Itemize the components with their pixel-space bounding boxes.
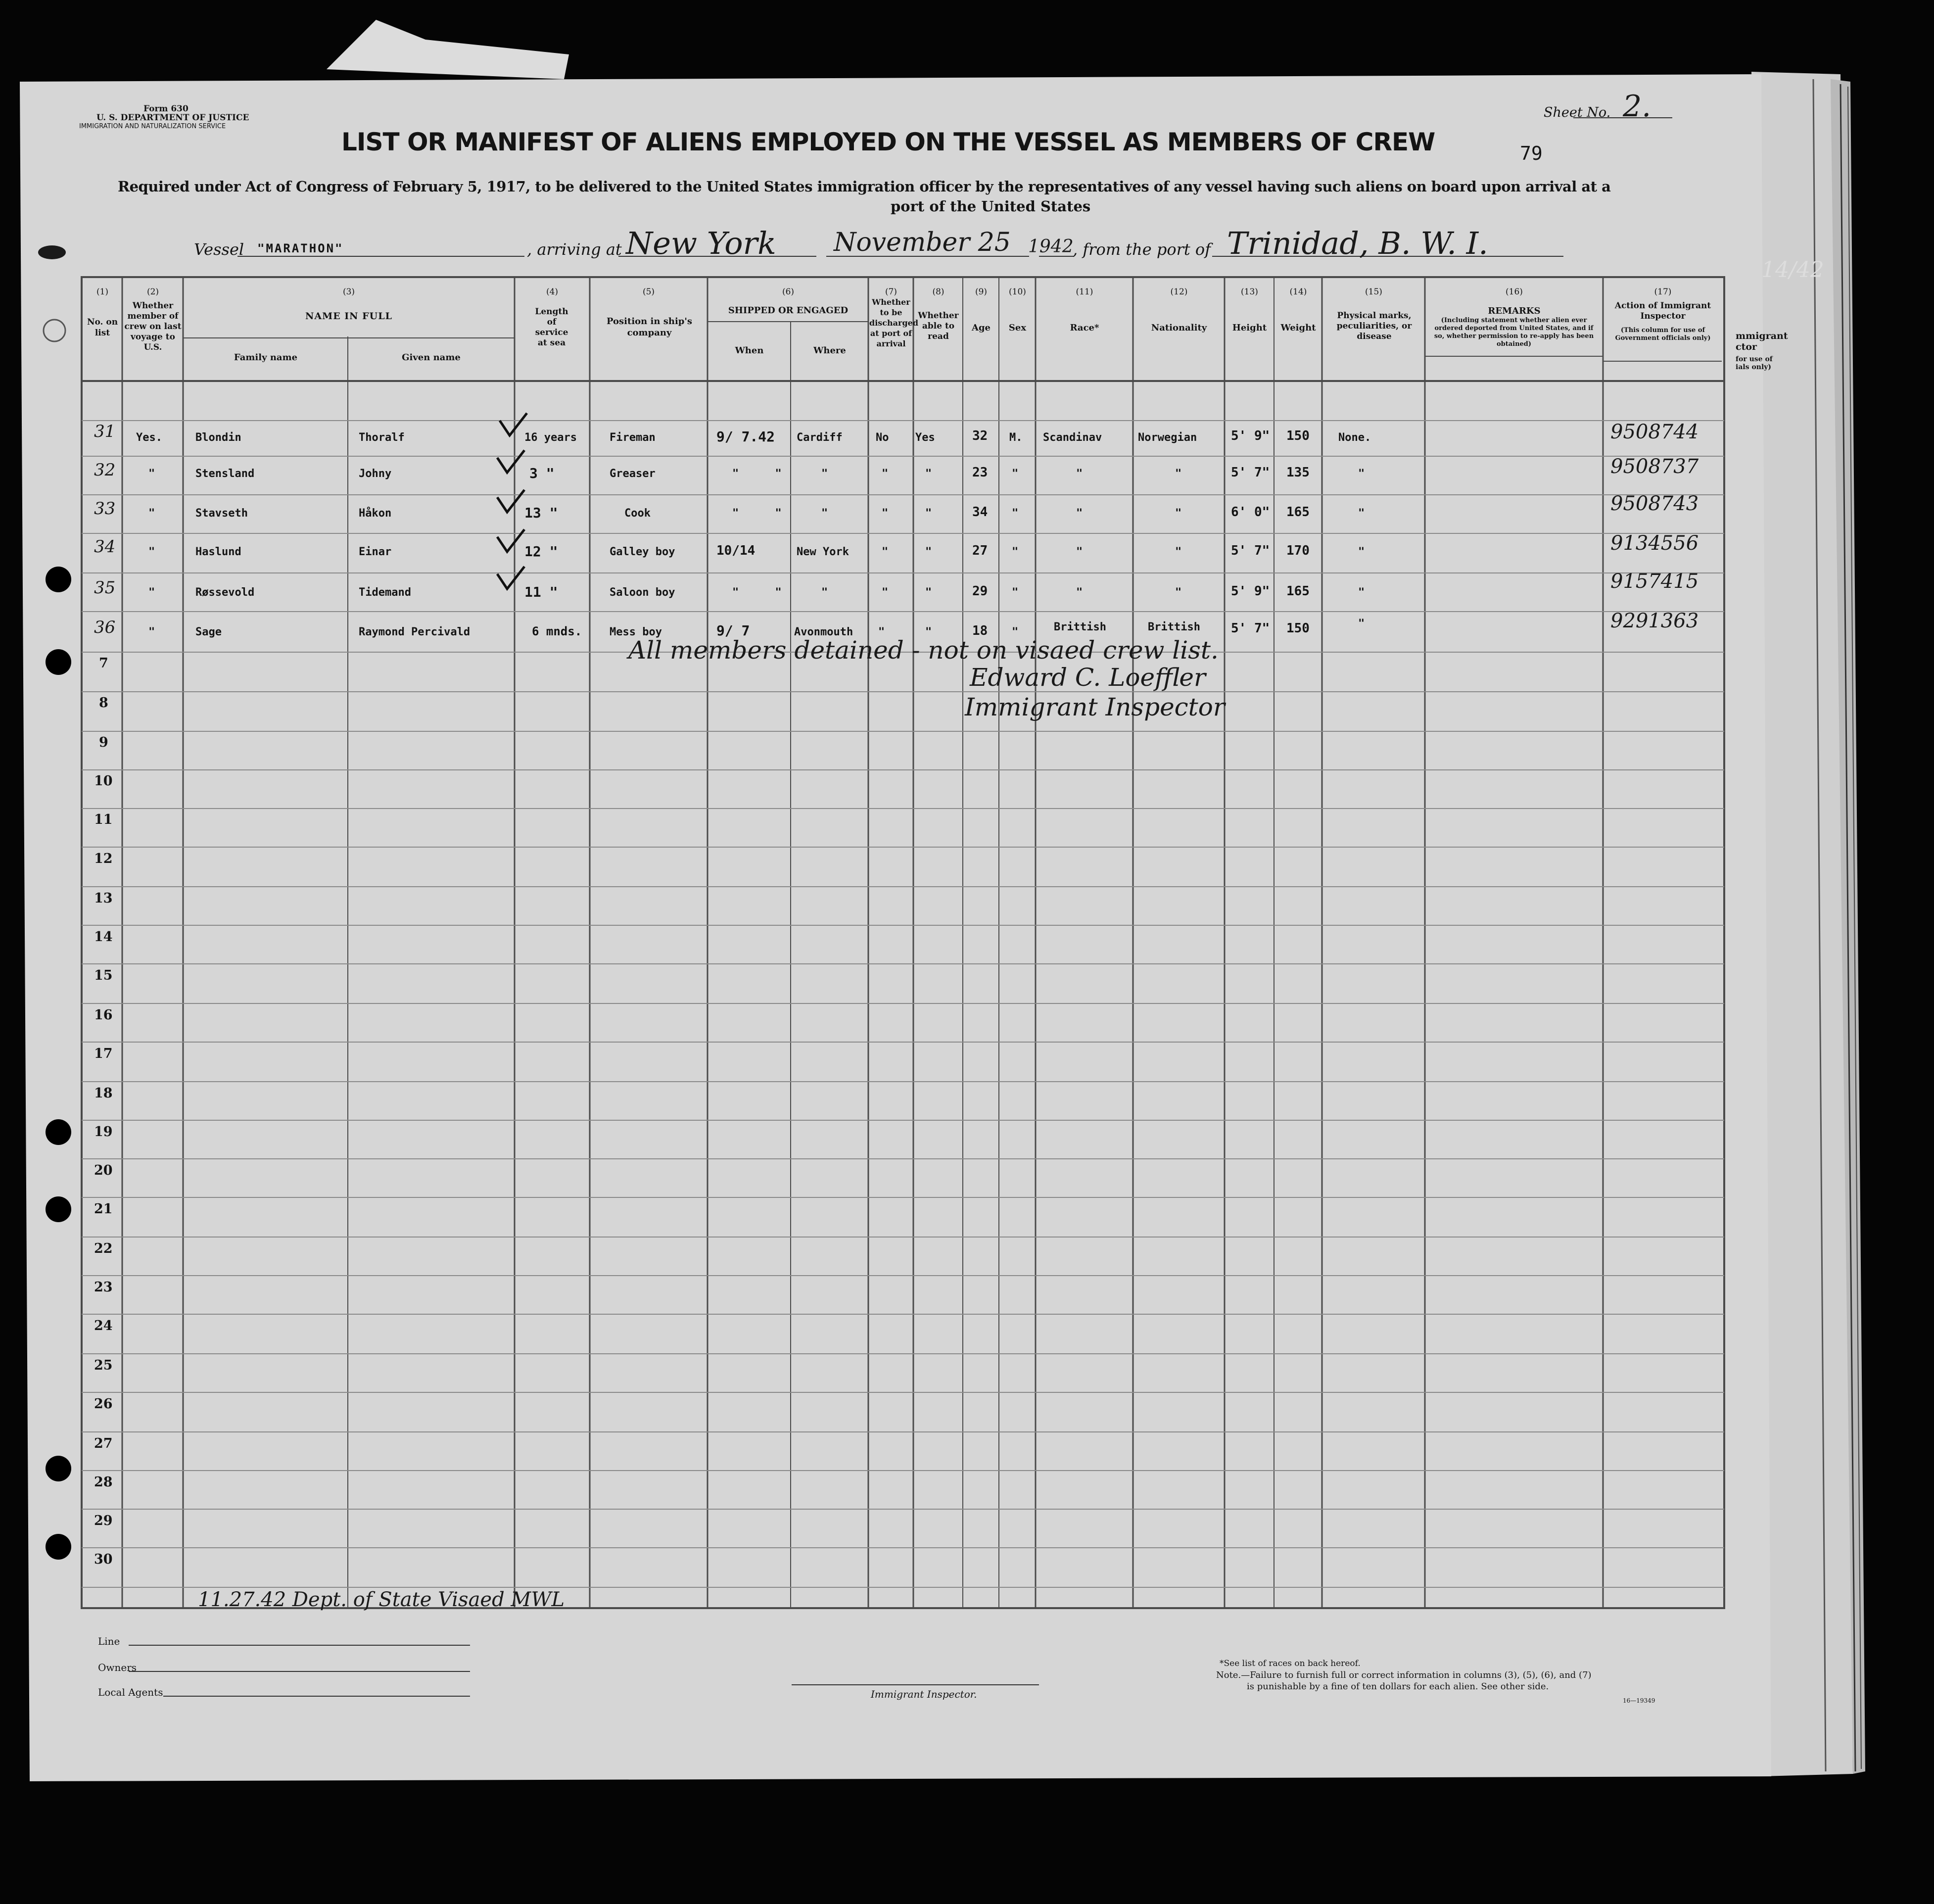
position: Cook bbox=[624, 507, 651, 520]
col-10-label: Sex bbox=[1008, 323, 1027, 333]
row-number: 8 bbox=[99, 695, 108, 711]
row-number: 25 bbox=[94, 1358, 113, 1373]
col-12-label: Nationality bbox=[1151, 323, 1207, 333]
family-name: Blondin bbox=[195, 431, 241, 444]
inspector-action: 9508737 bbox=[1610, 455, 1699, 478]
shipped-when: 10/14 bbox=[716, 543, 755, 558]
given-name: Raymond Percivald bbox=[359, 626, 471, 638]
col-11-num: (11) bbox=[1076, 287, 1093, 297]
race: " bbox=[1076, 468, 1083, 480]
col-5-label: Position in ship's company bbox=[606, 316, 693, 338]
race-note: *See list of races on back hereof. bbox=[1220, 1659, 1361, 1668]
row-number: 30 bbox=[94, 1552, 113, 1567]
age: 34 bbox=[972, 505, 988, 520]
length-of-service: 12 " bbox=[524, 543, 558, 560]
race: Scandinav bbox=[1043, 431, 1102, 444]
row-number: 32 bbox=[94, 460, 116, 480]
col-4-num: (4) bbox=[546, 287, 559, 297]
family-name: Stensland bbox=[195, 468, 255, 480]
print-code: 16—19349 bbox=[1623, 1697, 1655, 1704]
weight: 170 bbox=[1286, 543, 1310, 558]
crew-last-voyage: " bbox=[148, 586, 155, 599]
col-9-num: (9) bbox=[975, 287, 988, 297]
service-name: IMMIGRATION AND NATURALIZATION SERVICE bbox=[79, 123, 226, 130]
weight: 165 bbox=[1286, 584, 1310, 599]
inspector-action: 9508744 bbox=[1610, 421, 1699, 443]
given-name: Håkon bbox=[359, 507, 392, 520]
row-number: 13 bbox=[94, 891, 113, 906]
sheet-number: 2. bbox=[1623, 89, 1651, 124]
row-number: 33 bbox=[94, 499, 116, 519]
age: 29 bbox=[972, 584, 988, 599]
vessel-name: "MARATHON" bbox=[257, 241, 344, 255]
sex: " bbox=[1012, 546, 1019, 558]
col-7-label: Whether to be discharged at port of arrival bbox=[869, 297, 918, 348]
nationality: Brittish bbox=[1148, 621, 1200, 633]
position: Galley boy bbox=[610, 546, 675, 558]
nationality: " bbox=[1175, 507, 1182, 520]
nationality: " bbox=[1175, 468, 1182, 480]
physical-marks: " bbox=[1358, 468, 1365, 480]
shipped-where: Avonmouth bbox=[794, 626, 853, 638]
crew-last-voyage: " bbox=[148, 468, 155, 480]
col-6-num: (6) bbox=[782, 287, 795, 297]
col-3-family: Family name bbox=[234, 352, 298, 363]
given-name: Thoralf bbox=[359, 431, 405, 444]
arrival-date: November 25 bbox=[834, 228, 1011, 257]
col-11-label: Race* bbox=[1070, 323, 1099, 333]
col-5-num: (5) bbox=[642, 287, 655, 297]
row-number: 21 bbox=[94, 1201, 113, 1217]
col-1-num: (1) bbox=[96, 287, 109, 297]
inspector-action: 9508743 bbox=[1610, 492, 1699, 515]
given-name: Einar bbox=[359, 546, 392, 558]
length-of-service: 11 " bbox=[524, 584, 558, 600]
able-to-read: " bbox=[925, 468, 932, 480]
col-16-num: (16) bbox=[1506, 287, 1523, 297]
physical-marks: " bbox=[1358, 586, 1365, 599]
punch-hole bbox=[46, 1196, 71, 1222]
row-number: 19 bbox=[94, 1124, 113, 1140]
col-14-label: Weight bbox=[1280, 323, 1316, 333]
col-9-label: Age bbox=[971, 323, 991, 333]
detained-note: All members detained - not on visaed crew list. bbox=[628, 636, 1219, 665]
row-number: 20 bbox=[94, 1163, 113, 1178]
weight: 135 bbox=[1286, 465, 1310, 480]
col-3-given: Given name bbox=[402, 352, 461, 363]
inspector-action: 9291363 bbox=[1610, 610, 1699, 632]
age: 32 bbox=[972, 428, 988, 443]
col-10-num: (10) bbox=[1009, 287, 1026, 297]
given-name: Tidemand bbox=[359, 586, 411, 599]
arriving-label: , arriving at bbox=[527, 240, 622, 259]
sex: " bbox=[1012, 586, 1019, 599]
col-12-num: (12) bbox=[1170, 287, 1188, 297]
col-1-label: No. on list bbox=[87, 317, 118, 338]
row-number: 11 bbox=[94, 812, 113, 827]
row-number: 7 bbox=[99, 656, 108, 671]
right-sheet-text: ctor bbox=[1736, 341, 1757, 352]
shipped-when: 9/ 7 bbox=[716, 622, 750, 639]
visa-note: 11.27.42 Dept. of State Visaed MWL bbox=[198, 1588, 565, 1611]
shipped-when: " " bbox=[732, 586, 782, 599]
col-6-when: When bbox=[735, 345, 764, 356]
shipped-where: Cardiff bbox=[797, 431, 843, 444]
able-to-read: Yes bbox=[915, 431, 935, 444]
crew-last-voyage: " bbox=[148, 507, 155, 520]
length-of-service: 3 " bbox=[529, 465, 555, 481]
col-16-label: REMARKS bbox=[1488, 306, 1541, 316]
punch-hole bbox=[46, 567, 71, 592]
punch-hole bbox=[46, 1456, 71, 1481]
col-17-label: Action of Immigrant Inspector bbox=[1614, 301, 1711, 321]
row-number: 34 bbox=[94, 537, 116, 557]
to-be-discharged: " bbox=[882, 468, 889, 480]
weight: 165 bbox=[1286, 505, 1310, 520]
sex: " bbox=[1012, 468, 1019, 480]
physical-marks: " bbox=[1358, 507, 1365, 520]
position: Mess boy bbox=[610, 626, 662, 638]
row-number: 29 bbox=[94, 1513, 113, 1528]
to-be-discharged: No bbox=[876, 431, 889, 444]
crew-last-voyage: Yes. bbox=[136, 431, 162, 444]
row-number: 35 bbox=[94, 578, 116, 598]
to-be-discharged: " bbox=[882, 507, 889, 520]
nationality: " bbox=[1175, 586, 1182, 599]
shipped-when: 9/ 7.42 bbox=[716, 428, 775, 445]
row-number: 26 bbox=[94, 1396, 113, 1412]
sex: " bbox=[1012, 626, 1019, 638]
col-8-num: (8) bbox=[932, 287, 944, 297]
able-to-read: " bbox=[925, 626, 932, 638]
inspector-action: 9134556 bbox=[1610, 532, 1699, 555]
row-number: 15 bbox=[94, 968, 113, 983]
punch-hole bbox=[46, 649, 71, 675]
race: Brittish bbox=[1054, 621, 1106, 633]
row-number: 17 bbox=[94, 1046, 113, 1061]
row-number: 23 bbox=[94, 1280, 113, 1295]
age: 23 bbox=[972, 465, 988, 480]
col-13-label: Height bbox=[1232, 323, 1267, 333]
shipped-where: " bbox=[821, 507, 828, 520]
family-name: Sage bbox=[195, 626, 222, 638]
given-name: Johny bbox=[359, 468, 392, 480]
physical-marks: " bbox=[1358, 618, 1365, 630]
physical-marks: None. bbox=[1338, 431, 1371, 444]
height: 5' 7" bbox=[1231, 621, 1270, 636]
shipped-where: New York bbox=[797, 546, 849, 558]
family-name: Haslund bbox=[195, 546, 241, 558]
able-to-read: " bbox=[925, 546, 932, 558]
shipped-when: " " bbox=[732, 468, 782, 480]
inspector-signature: Edward C. Loeffler bbox=[970, 663, 1206, 692]
row-number: 16 bbox=[94, 1007, 113, 1023]
position: Saloon boy bbox=[610, 586, 675, 599]
right-sheet-text: ials only) bbox=[1736, 363, 1772, 371]
form-title: LIST OR MANIFEST OF ALIENS EMPLOYED ON THE VESSEL AS MEMBERS OF CREW bbox=[341, 128, 1435, 156]
inspector-title: Immigrant Inspector bbox=[965, 693, 1225, 721]
row-number: 10 bbox=[94, 773, 113, 789]
weight: 150 bbox=[1286, 428, 1310, 443]
to-be-discharged: " bbox=[878, 626, 885, 638]
col-2-num: (2) bbox=[146, 287, 159, 297]
race: " bbox=[1076, 546, 1083, 558]
row-number: 27 bbox=[94, 1436, 113, 1451]
footer-line-label: Line bbox=[98, 1635, 120, 1647]
weight: 150 bbox=[1286, 621, 1310, 636]
length-of-service: 13 " bbox=[524, 505, 558, 521]
margin-note: 14/42 bbox=[1761, 257, 1824, 283]
footer-owners-label: Owners bbox=[98, 1662, 137, 1673]
col-13-num: (13) bbox=[1241, 287, 1258, 297]
sheet-label: Sheet No. bbox=[1544, 105, 1611, 120]
col-16-note: (Including statement whether alien ever ordered deported from United States, and if so, whether permission to re-apply has been obtained) bbox=[1434, 317, 1594, 348]
nationality: Norwegian bbox=[1138, 431, 1197, 444]
col-6-where: Where bbox=[813, 345, 846, 356]
row-number: 24 bbox=[94, 1318, 113, 1333]
col-3-label: NAME IN FULL bbox=[305, 311, 392, 322]
sex: M. bbox=[1009, 431, 1023, 444]
row-number: 31 bbox=[94, 422, 116, 441]
position: Greaser bbox=[610, 468, 656, 480]
col-8-label: Whether able to read bbox=[918, 311, 959, 341]
height: 5' 7" bbox=[1231, 543, 1270, 558]
able-to-read: " bbox=[925, 507, 932, 520]
race: " bbox=[1076, 507, 1083, 520]
sex: " bbox=[1012, 507, 1019, 520]
row-number: 12 bbox=[94, 851, 113, 866]
physical-marks: " bbox=[1358, 546, 1365, 558]
punch-hole bbox=[46, 1119, 71, 1145]
age: 18 bbox=[972, 623, 988, 638]
right-sheet-text: for use of bbox=[1736, 355, 1773, 363]
height: 5' 7" bbox=[1231, 465, 1270, 480]
punch-hole bbox=[46, 1534, 71, 1560]
col-17-note: (This column for use of Government officials only) bbox=[1615, 327, 1711, 342]
age: 27 bbox=[972, 543, 988, 558]
height: 5' 9" bbox=[1231, 584, 1270, 599]
inspector-action: 9157415 bbox=[1610, 570, 1699, 593]
col-6-label: SHIPPED OR ENGAGED bbox=[728, 305, 849, 316]
col-15-label: Physical marks, peculiarities, or disease bbox=[1336, 311, 1412, 341]
able-to-read: " bbox=[925, 586, 932, 599]
penalty-note: Note.—Failure to furnish full or correct information in columns (3), (5), (6), and (7) bbox=[1216, 1670, 1592, 1680]
arrival-port: New York bbox=[626, 225, 776, 261]
form-subtitle: Required under Act of Congress of February 5, 1917, to be delivered to the United States immigration officer by the representatives of any vessel having such aliens on board upon arrival at a bbox=[118, 178, 1611, 195]
family-name: Røssevold bbox=[195, 586, 255, 599]
right-sheet-text: mmigrant bbox=[1736, 331, 1788, 341]
height: 6' 0" bbox=[1231, 505, 1270, 520]
length-of-service: 6 mnds. bbox=[532, 624, 582, 638]
col-14-num: (14) bbox=[1289, 287, 1307, 297]
penalty-note-2: is punishable by a fine of ten dollars for each alien. See other side. bbox=[1247, 1681, 1549, 1692]
to-be-discharged: " bbox=[882, 546, 889, 558]
family-name: Stavseth bbox=[195, 507, 248, 520]
row-number: 18 bbox=[94, 1086, 113, 1101]
from-port: Trinidad, B. W. I. bbox=[1227, 225, 1488, 261]
immigrant-inspector-label: Immigrant Inspector. bbox=[871, 1688, 977, 1700]
shipped-where: " bbox=[821, 586, 828, 599]
col-17-num: (17) bbox=[1654, 287, 1672, 297]
form-subtitle-2: port of the United States bbox=[891, 198, 1091, 215]
to-be-discharged: " bbox=[882, 586, 889, 599]
crew-last-voyage: " bbox=[148, 546, 155, 558]
row-number: 14 bbox=[94, 929, 113, 945]
crew-last-voyage: " bbox=[148, 626, 155, 638]
shipped-where: " bbox=[821, 468, 828, 480]
row-number: 9 bbox=[99, 735, 108, 750]
margin-blot bbox=[38, 245, 66, 259]
col-3-num: (3) bbox=[342, 287, 355, 297]
col-4-label: Length of service at sea bbox=[535, 307, 568, 348]
from-port-label: , from the port of bbox=[1073, 240, 1211, 259]
row-number: 28 bbox=[94, 1475, 113, 1490]
col-15-num: (15) bbox=[1365, 287, 1382, 297]
length-of-service: 16 years bbox=[524, 431, 577, 444]
height: 5' 9" bbox=[1231, 428, 1270, 443]
nationality: " bbox=[1175, 546, 1182, 558]
footer-agents-label: Local Agents bbox=[98, 1686, 163, 1698]
row-number: 22 bbox=[94, 1241, 113, 1256]
shipped-when: " " bbox=[732, 507, 782, 520]
page-number: 79 bbox=[1520, 143, 1543, 164]
position: Fireman bbox=[610, 431, 656, 444]
form-number: Form 630 bbox=[143, 104, 189, 114]
vessel-label: Vessel bbox=[194, 240, 244, 259]
row-number: 36 bbox=[94, 618, 116, 637]
col-7-num: (7) bbox=[885, 287, 897, 297]
department-name: U. S. DEPARTMENT OF JUSTICE bbox=[96, 113, 249, 123]
race: " bbox=[1076, 586, 1083, 599]
arrival-year: 1942 bbox=[1028, 237, 1074, 257]
col-2-label: Whether member of crew on last voyage to U.S. bbox=[124, 301, 182, 352]
